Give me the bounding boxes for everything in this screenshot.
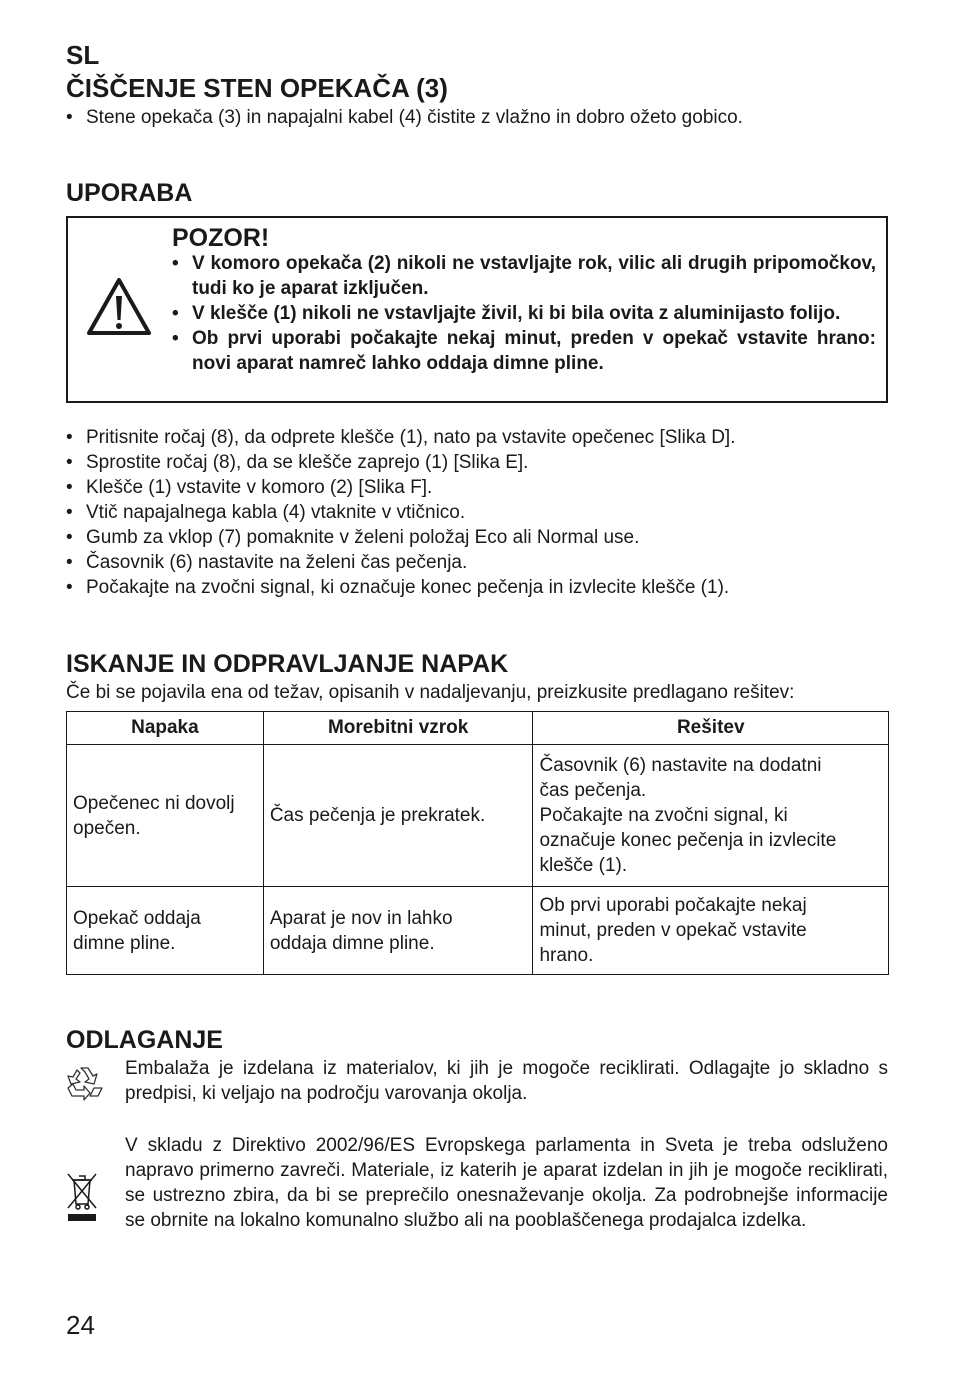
cell-text: čas pečenja.	[539, 780, 647, 801]
cell-text: označuje konec pečenja in izvlecite	[539, 830, 837, 851]
list-item: • Klešče (1) vstavite v komoro (2) [Slika F].	[66, 475, 888, 500]
cell-text: Opečenec ni dovolj	[73, 792, 235, 814]
list-item: • Pritisnite ročaj (8), da odprete klešče (1), nato pa vstavite opečenec [Slika D].	[66, 425, 888, 450]
warning-box	[66, 216, 888, 403]
section-title-cleaning: ČIŠČENJE STEN OPEKAČA (3)	[66, 73, 448, 103]
crossed-out-bin-icon	[64, 1170, 100, 1224]
column-header: Napaka	[67, 712, 264, 745]
packaging-text: Embalaža je izdelana iz materialov, ki jih je mogoče reciklirati. Odlagajte jo skladno s predpisi, ki veljajo na področju varovanja okolja.	[125, 1058, 888, 1104]
language-code: SL	[66, 40, 100, 70]
troubleshooting-intro: Če bi se pojavila ena od težav, opisanih v nadaljevanju, preizkusite predlagano rešitev:	[66, 682, 795, 703]
list-item: • Počakajte na zvočni signal, ki označuje konec pečenja in izvlecite klešče (1).	[66, 575, 888, 600]
table-row	[67, 887, 889, 975]
list-item: • Gumb za vklop (7) pomaknite v želeni položaj Eco ali Normal use.	[66, 525, 888, 550]
warning-title: POZOR!	[172, 224, 270, 252]
cell-text: dimne pline.	[73, 932, 176, 954]
cell-text: hrano.	[539, 945, 594, 966]
usage-steps-list	[66, 425, 888, 600]
warning-item: • V komoro opekača (2) nikoli ne vstavljajte rok, vilic ali drugih pripomočkov, tudi ko je aparat izključen.	[172, 251, 876, 301]
table-row	[67, 745, 889, 887]
list-item: • Vtič napajalnega kabla (4) vtaknite v vtičnico.	[66, 500, 888, 525]
cell-text: opečen.	[73, 817, 141, 839]
section-title-usage: UPORABA	[66, 179, 193, 207]
section-title-disposal: ODLAGANJE	[66, 1026, 223, 1054]
cell-text: klešče (1).	[539, 855, 628, 876]
column-header: Morebitni vzrok	[263, 712, 533, 745]
section-title-troubleshooting: ISKANJE IN ODPRAVLJANJE NAPAK	[66, 650, 509, 678]
weee-text: V skladu z Direktivo 2002/96/ES Evropskega parlamenta in Sveta je treba odsluženo napravo primerno zavreči. Materiale, iz katerih je aparat izdelan in jih je mogoče reciklirati, se ustrezno zbira, da bi se preprečilo onesnaževanje okolja. Za podrobnejše informacije se obrnite na lokalno komunalno službo ali na pooblaščenega prodajalca izdelka.	[125, 1135, 888, 1231]
cell-text: Čas pečenja je prekratek.	[269, 805, 486, 826]
table-cell-cause	[263, 887, 533, 975]
cell-text: oddaja dimne pline.	[269, 932, 435, 954]
table-cell-problem	[67, 887, 264, 975]
cell-text: Počakajte na zvočni signal, ki	[539, 805, 788, 826]
warning-triangle-icon	[86, 276, 152, 336]
list-item: • Stene opekača (3) in napajalni kabel (4) čistite z vlažno in dobro ožeto gobico.	[66, 105, 888, 130]
warning-item: • V klešče (1) nikoli ne vstavljajte živil, ki bi bila ovita z aluminijasto folijo.	[172, 301, 876, 326]
troubleshooting-table	[66, 711, 889, 975]
list-item: • Časovnik (6) nastavite na želeni čas pečenja.	[66, 550, 888, 575]
cell-text: Opekač oddaja	[73, 907, 201, 929]
cell-text: Ob prvi uporabi počakajte nekaj	[539, 895, 807, 916]
column-header: Rešitev	[533, 712, 889, 745]
cell-text: Časovnik (6) nastavite na dodatni	[539, 755, 822, 776]
table-cell-cause	[263, 745, 533, 887]
cell-text: Aparat je nov in lahko	[269, 907, 453, 929]
page-number: 24	[66, 1310, 95, 1340]
cleaning-list	[66, 105, 888, 130]
table-cell-solution	[533, 745, 889, 887]
table-header-row	[67, 712, 889, 745]
table-cell-problem	[67, 745, 264, 887]
cell-text: minut, preden v opekač vstavite	[539, 920, 807, 941]
warning-item: • Ob prvi uporabi počakajte nekaj minut, preden v opekač vstavite hrano: novi aparat namreč lahko oddaja dimne pline.	[172, 326, 876, 376]
recycle-icon	[64, 1062, 106, 1102]
table-cell-solution	[533, 887, 889, 975]
warning-list	[172, 251, 876, 376]
list-item: • Sprostite ročaj (8), da se klešče zaprejo (1) [Slika E].	[66, 450, 888, 475]
